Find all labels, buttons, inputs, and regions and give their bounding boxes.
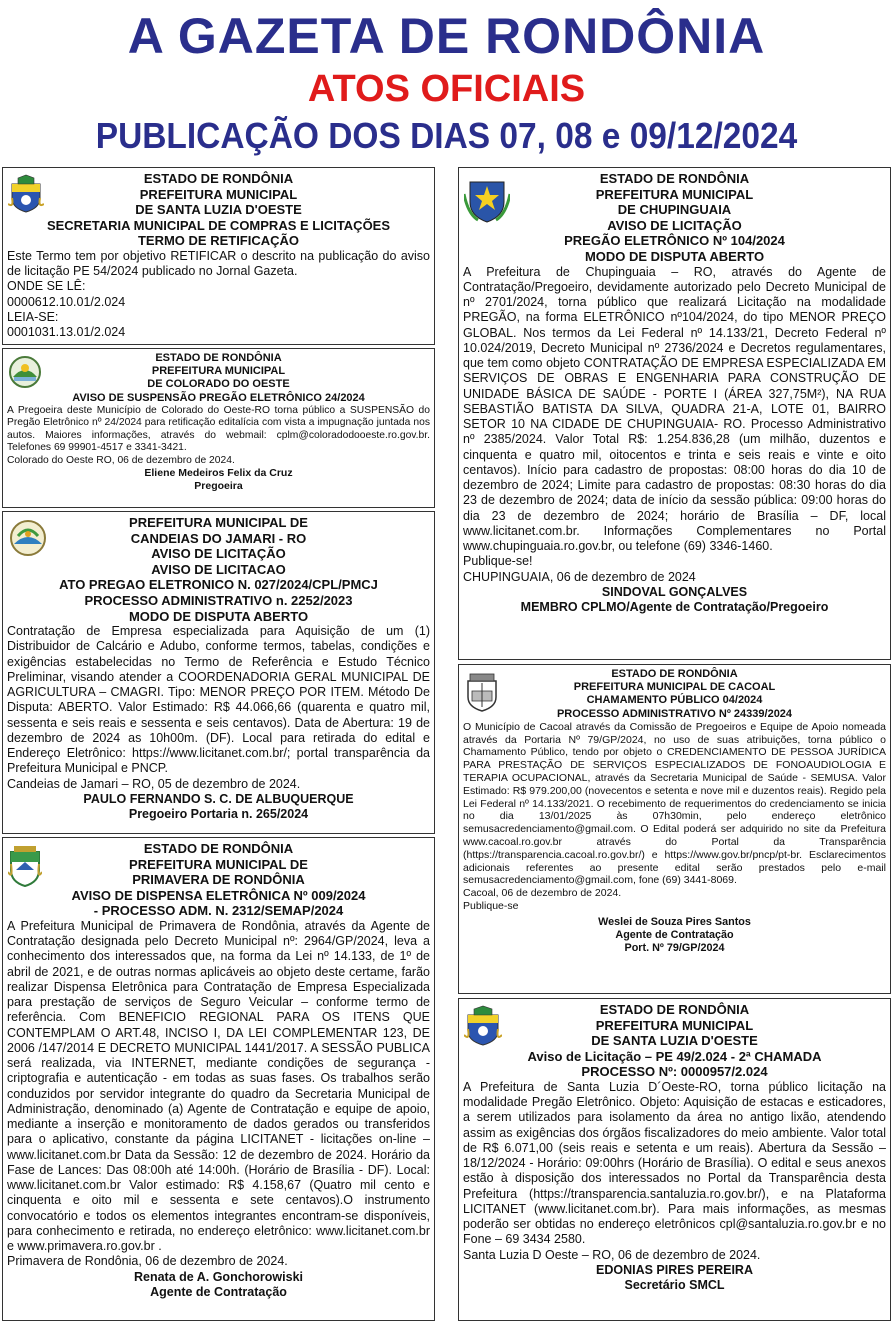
notice-dispute-mode: MODO DE DISPUTA ABERTO <box>584 248 765 264</box>
notice-chupinguaia <box>458 167 891 660</box>
signatory-name: SINDOVAL GONÇALVES <box>601 584 748 599</box>
notice-date: Colorado do Oeste RO, 06 de dezembro de 2024. <box>7 454 235 466</box>
notice-title: AVISO DE LICITAÇÃO <box>607 217 742 233</box>
signatory-name: Eliene Medeiros Felix da Cruz <box>144 467 293 480</box>
notice-title: AVISO DE LICITAÇÃO <box>151 546 286 562</box>
santa-luzia-coat-of-arms-icon <box>464 1005 502 1047</box>
notice-body: A Prefeitura Municipal de Primavera de Rondônia, através da Agente de Contratação designada pelo Decreto Municipal nº: 2964/GP/2024, leva a conhecimento dos interessados que, na forma da Lei nº 14.133, de 1º de abril de 2021, e de outras normas aplicáveis ao objeto deste certame, farão realizar Dispensa Eletrônica para Contratação de Empresa Especializada para prestação de serviços de Seguro Veicular – conforme termo de referência. Com BENEFICIO REGIONAL PARA OS ITENS QUE CONTEMPLAM O ART.48, INCISO I, DA LEI COMPLEMENTAR 123, DE 2006 /147/2014 E DECRETO MUNICIPAL 1441/2017. A SESSÃO PUBLICA será realizada, via INTERNET, mediante condições de segurança - criptografia e autenticação - em todas as suas fases. Os trabalhos serão conduzidos por servidor integrante do quadro da Secretaria Municipal de Administração, denominado (a) Agente de Contratação e equipe de apoio, mediante a inserção e monitoramento de dados gerados ou transferidos para o aplicativo, constante da página LICITANET - licitações on-line – www.licitanet.com.br Data da Sessão: 12 de dezembro de 2024. Horário da Fase de Lances: Das 08:00h até 14:00h. (Horário de Brasília - DF). Local: www.licitanet.com.br Valor estimado: R$ 4.158,67 (Quatro mil cento e cinquenta e oito mil e sessenta e sete centavos).O instrumento convocatório e todos os elementos integrantes encontram-se disponíveis, para conhecimento e retirada, no endereço eletrônico: www.licitanet.com.br e www.primavera.ro.gov.br . <box>7 918 430 1254</box>
signatory-role: Pregoeiro Portaria n. 265/2024 <box>128 806 309 821</box>
santa-luzia-coat-of-arms-icon <box>8 174 44 214</box>
notice-dispute-mode: MODO DE DISPUTA ABERTO <box>128 608 309 624</box>
label-onde-se-le: ONDE SE LÊ: <box>7 279 86 294</box>
notice-body: A Prefeitura de Santa Luzia D´Oeste-RO, torna público licitação na modalidade Pregão Eletrônico. Objeto: Aquisição de estacas e esticadores, a serem utilizados para isolamento da área no antigo lixão, atendendo assim as exigências dos órgãos fiscalizadores do meio ambiente. Valor total de R$ 6.071,00 (seis reais e setenta e um reais). Abertura da Sessão – 18/12/2024 - Horário: 09:00hrs (Horário de Brasília). O edital e seus anexos estão à disposição dos interessados no Portal da Transparência desta Prefeitura (https://transparencia.santaluzia.ro.gov.br/), e na Plataforma LICITANET (www.licitanet.com.br). Para mais informações, as mesmas poderão ser obtidas no endereço eletrônicos cpl@santaluzia.ro.gov.br e no Fone – 69 3434 2580. <box>463 1079 886 1247</box>
notice-act: ATO PREGAO ELETRONICO N. 027/2024/CPL/PMCJ <box>59 577 378 593</box>
notice-title: AVISO DE DISPENSA ELETRÔNICA Nº 009/2024 <box>71 887 366 903</box>
header-state: ESTADO DE RONDÔNIA <box>143 841 294 856</box>
notice-candeias-do-jamari <box>2 511 435 834</box>
signatory-role: Agente de Contratação <box>615 928 734 941</box>
signatory-portaria: Port. Nº 79/GP/2024 <box>624 941 725 954</box>
header-state: ESTADO DE RONDÔNIA <box>155 352 282 364</box>
header-prefeitura: PREFEITURA MUNICIPAL <box>595 186 754 202</box>
notice-title: Aviso de Licitação – PE 49/2.024 - 2ª CHAMADA <box>527 1048 822 1064</box>
header-prefeitura: PREFEITURA MUNICIPAL <box>151 365 286 378</box>
header-secretariat: SECRETARIA MUNICIPAL DE COMPRAS E LICITAÇÕES <box>46 217 391 233</box>
notice-body: A Pregoeira deste Município de Colorado do Oeste-RO torna público a SUSPENSÃO do Pregão Eletrônico nº 24/2024 para retificação editalícia com vista a impugnação juntada nos autos. Maiores informações, através do webmail: cplm@coloradodooeste.ro.gov.br. Telefones 69 99901-4517 e 3341-3421. <box>7 404 430 454</box>
signatory-name: Weslei de Souza Pires Santos <box>598 915 751 928</box>
header-state: ESTADO DE RONDÔNIA <box>599 1002 750 1017</box>
signatory-name: PAULO FERNANDO S. C. DE ALBUQUERQUE <box>83 791 354 806</box>
header-municipality: DE SANTA LUZIA D'OESTE <box>135 202 302 218</box>
notice-publique: Publique-se! <box>463 554 533 569</box>
header-municipality: PRIMAVERA DE RONDÔNIA <box>132 872 305 888</box>
header-prefeitura: PREFEITURA MUNICIPAL DE <box>129 515 308 530</box>
signatory-role: MEMBRO CPLMO/Agente de Contratação/Pregoeiro <box>520 599 829 614</box>
notice-date: CHUPINGUAIA, 06 de dezembro de 2024 <box>463 569 696 584</box>
notice-body: Contratação de Empresa especializada para Aquisição de um (1) Distribuidor de Calcário e Adubo, conforme termos, tabelas, condições e exigências estabelecidas no Termo de Referência e Estudo Técnico Preliminar, visando atender a COORDENADORIA GERAL MUNICIPAL DE AGRICULTURA – CMAGRI. Tipo: MENOR PREÇO POR ITEM. Método De Disputa: ABERTO. Valor Estimado: R$ 44.066,66 (quarenta e quatro mil, sessenta e seis reais e sessenta e seis centavos). Data de Abertura: 19 de dezembro de 2024 as 10h00m. (DF). Local para retirada do edital e Endereço Eletrônico: https://www.licitanet.com.br/; portal transparência da Prefeitura Municipal e PNCP. <box>7 624 430 776</box>
notice-cacoal <box>458 664 891 994</box>
notice-date: Candeias de Jamari – RO, 05 de dezembro de 2024. <box>7 776 301 791</box>
header-state: ESTADO DE RONDÔNIA <box>143 171 294 186</box>
notice-body: Este Termo tem por objetivo RETIFICAR o descrito na publicação do aviso de licitação PE 54/2024 publicado no Jornal Gazeta. <box>7 248 430 279</box>
colorado-coat-of-arms-icon <box>8 355 42 389</box>
notice-process: PROCESSO Nº: 0000957/2.024 <box>581 1064 768 1080</box>
notice-pregao: PREGÃO ELETRÔNICO Nº 104/2024 <box>564 233 785 249</box>
newspaper-title: A GAZETA DE RONDÔNIA <box>127 8 766 64</box>
notice-process: PROCESSO ADMINISTRATIVO n. 2252/2023 <box>84 592 353 608</box>
header-prefeitura: PREFEITURA MUNICIPAL DE CACOAL <box>573 681 776 694</box>
value-old: 0000612.10.01/2.024 <box>7 294 126 309</box>
section-title: ATOS OFICIAIS <box>307 68 586 110</box>
candeias-coat-of-arms-icon <box>8 518 48 558</box>
header-municipality: DE SANTA LUZIA D'OESTE <box>591 1033 758 1049</box>
value-new: 0001031.13.01/2.024 <box>7 325 126 340</box>
notice-primavera-de-rondonia <box>2 837 435 1321</box>
notice-publique: Publique-se <box>463 899 519 912</box>
signatory-role: Secretário SMCL <box>624 1277 725 1292</box>
publication-dates: PUBLICAÇÃO DOS DIAS 07, 08 e 09/12/2024 <box>95 115 798 156</box>
header-prefeitura: PREFEITURA MUNICIPAL DE <box>129 856 308 872</box>
notice-body: A Prefeitura de Chupinguaia – RO, através do Agente de Contratação/Pregoeiro, devidamente autorizado pelo Decreto Municipal de nº 2701/2024, torna público que realizará Licitação na modalidade PREGÃO, na forma ELETRÔNICO nº104/2024, do tipo MENOR PREÇO GLOBAL. Nos termos da Lei Federal nº 14.133/21, Decreto Federal nº 10.024/2019, Decreto Municipal nº 2736/2024 e Decretos regulamentares, que tem como objeto CONTRATAÇÃO DE EMPRESA ESPECIALIZADA EM SERVIÇOS DE OBRAS E ENGENHARIA PARA CONSTRUÇÃO DE UNIDADE BÁSICA DE SAÚDE - PORTE I (ÁREA 327,75M²), NA RUA SEBASTIÃO BATISTA DA SILVA, QUADRA 21-A, LOTE 01, BAIRRO SETOR 10 NA CIDADE DE CHUPINGUAIA- RO. Processo Administrativo nº 2385/2024. Valor Total R$: 1.254.836,28 (um milhão, duzentos e cinquenta e quatro mil, oitocentos e trinta e seis reais e vinte e oito centavos). Início para cadastro de propostas: 08:00 horas do dia 10 de dezembro de 2024; Limite para cadastro de propostas: 08:30 horas do dia 23 de dezembro de 2024; data de início da sessão pública: 09:00 horas do dia 23 de dezembro de 2024; horário de Brasília – DF, local www.licitanet.com.br. Informações Complementares no Portal www.chupinguaia.ro.gov.br, ou telefone (69) 3346-1460. <box>463 264 886 554</box>
header-municipality: DE CHUPINGUAIA <box>617 202 732 218</box>
notice-body: O Município de Cacoal através da Comissão de Pregoeiros e Equipe de Apoio nomeada através da Portaria Nº 79/GP/2024, no uso de suas atribuições, torna público o Chamamento Público, tendo por objeto o CREDENCIAMENTO DE PESSOA JURÍDICA PARA PRESTAÇÃO DE SERVIÇOS ESPECIALIZADOS DE FONOAUDIOLOGIA E TERAPIA OCUPACIONAL, através da Secretaria Municipal de Saúde - SEMUSA. Valor Estimado: R$ 979.200,00 (novecentos e setenta e nove mil e duzentos reais). Regido pela Lei Federal nº 14.133/2021. O recebimento de requerimentos do credenciamento se inicia no dia 13/01/2025 às 07h30min, pelo endereço eletrônico semusacredenciamento@gmail.com. O Edital poderá ser adquirido no site da Prefeitura www.cacoal.ro.gov.br através do Portal da Transparência (https://transparencia.cacoal.ro.gov.br/) e https://www.gov.br/pncp/pt-br. Esclarecimentos adicionais referentes ao presente edital serão prestados pelo e-mail semusacredenciamento@gmail.com, fone (69) 3441-8069. <box>463 720 886 887</box>
label-leia-se: LEIA-SE: <box>7 309 59 324</box>
primavera-coat-of-arms-icon <box>8 844 42 888</box>
notice-date: Santa Luzia D Oeste – RO, 06 de dezembro de 2024. <box>463 1247 761 1262</box>
notice-title: TERMO DE RETIFICAÇÃO <box>137 233 300 249</box>
notice-colorado-do-oeste <box>2 348 435 508</box>
notice-santa-luzia-aviso <box>458 998 891 1321</box>
header-state: ESTADO DE RONDÔNIA <box>611 668 738 680</box>
signatory-name: EDONIAS PIRES PEREIRA <box>596 1262 753 1277</box>
chupinguaia-coat-of-arms-icon <box>464 174 510 224</box>
notice-process: - PROCESSO ADM. N. 2312/SEMAP/2024 <box>93 903 344 919</box>
header-municipality: DE COLORADO DO OESTE <box>147 378 290 391</box>
notice-title: AVISO DE SUSPENSÃO PREGÃO ELETRÔNICO 24/2024 <box>72 391 365 404</box>
header-prefeitura: PREFEITURA MUNICIPAL <box>139 186 298 202</box>
header-prefeitura: PREFEITURA MUNICIPAL <box>595 1017 754 1033</box>
header-municipality: CANDEIAS DO JAMARI - RO <box>130 530 307 546</box>
notice-process: PROCESSO ADMINISTRATIVO Nº 24339/2024 <box>556 707 793 720</box>
signatory-name: Renata de A. Gonchorowiski <box>133 1269 303 1284</box>
notice-santa-luzia-retificacao <box>2 167 435 345</box>
notice-date: Cacoal, 06 de dezembro de 2024. <box>463 887 622 900</box>
cacoal-coat-of-arms-icon <box>464 671 500 713</box>
notice-title: CHAMAMENTO PÚBLICO 04/2024 <box>586 694 763 707</box>
header-state: ESTADO DE RONDÔNIA <box>599 171 750 186</box>
notice-title-2: AVISO DE LICITACAO <box>151 561 286 577</box>
signatory-role: Pregoeira <box>194 480 243 493</box>
signatory-role: Agente de Contratação <box>150 1284 287 1299</box>
notice-date: Primavera de Rondônia, 06 de dezembro de 2024. <box>7 1254 288 1269</box>
